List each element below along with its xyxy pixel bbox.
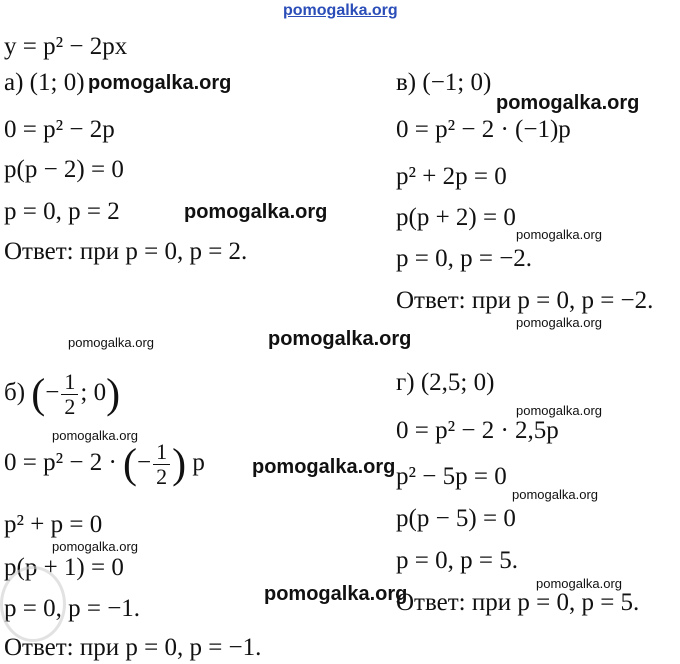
part-b-line-2: p² + p = 0: [4, 511, 103, 538]
watermark: pomogalka.org: [184, 201, 328, 223]
watermark: pomogalka.org: [512, 487, 598, 502]
fraction-numerator: 1: [153, 440, 170, 465]
right-paren: ): [106, 371, 121, 418]
part-g-line-3: p(p − 5) = 0: [396, 505, 516, 532]
part-v-line-4: p = 0, p = −2.: [396, 245, 533, 272]
watermark: pomogalka.org: [252, 456, 396, 478]
watermark: pomogalka.org: [52, 539, 138, 554]
watermark: pomogalka.org: [68, 335, 154, 350]
part-b-line-1-suffix: p: [192, 449, 205, 477]
watermark: pomogalka.org: [264, 583, 408, 605]
part-g-line-1: 0 = p² − 2 · 2,5p: [396, 417, 559, 444]
part-a-line-3: p = 0, p = 2: [4, 198, 120, 225]
part-a-line-2: p(p − 2) = 0: [4, 156, 124, 183]
watermark: pomogalka.org: [516, 403, 602, 418]
part-b-line-3: p(p + 1) = 0: [4, 554, 124, 581]
watermark: pomogalka.org: [496, 92, 640, 114]
fraction-numerator: 1: [61, 370, 78, 395]
fraction-denominator: 2: [64, 394, 76, 419]
minus-sign: −: [137, 449, 152, 477]
minus-sign: −: [45, 379, 60, 407]
watermark: pomogalka.org: [52, 428, 138, 443]
part-g-line-4: p = 0, p = 5.: [396, 547, 518, 574]
watermark: pomogalka.org: [516, 227, 602, 242]
watermark: pomogalka.org: [536, 576, 622, 591]
copyright-icon: [0, 566, 66, 642]
part-a-label: а) (1; 0): [4, 69, 85, 96]
part-v-line-2: p² + 2p = 0: [396, 163, 507, 190]
left-paren: (: [31, 371, 46, 418]
part-b-line-1: [4, 440, 205, 489]
part-v-line-1: 0 = p² − 2 · (−1)p: [396, 116, 571, 143]
watermark-top[interactable]: pomogalka.org: [283, 2, 398, 19]
left-paren: (: [123, 441, 138, 488]
coordinate-tail: ; 0: [80, 379, 107, 407]
part-g-label: г) (2,5; 0): [396, 369, 495, 396]
part-g-line-2: p² − 5p = 0: [396, 463, 507, 490]
part-a-line-1: 0 = p² − 2p: [4, 116, 115, 143]
part-v-answer: Ответ: при p = 0, p = −2.: [396, 287, 654, 314]
part-b-answer: Ответ: при p = 0, p = −1.: [4, 634, 262, 661]
part-a-answer: Ответ: при p = 0, p = 2.: [4, 238, 248, 265]
part-g-answer: Ответ: при p = 0, p = 5.: [396, 589, 640, 616]
fraction-one-half: [61, 370, 78, 419]
part-b-line-1-prefix: 0 = p² − 2 ·: [4, 449, 117, 477]
part-b-letter: б): [4, 379, 26, 407]
main-equation: y = p² − 2px: [4, 33, 128, 60]
fraction-one-half: [153, 440, 170, 489]
watermark: pomogalka.org: [268, 328, 412, 350]
part-b-label: [4, 370, 120, 419]
part-b-line-4: p = 0, p = −1.: [4, 595, 141, 622]
watermark: pomogalka.org: [88, 72, 232, 94]
right-paren: ): [172, 441, 187, 488]
watermark: pomogalka.org: [516, 315, 602, 330]
part-v-label: в) (−1; 0): [396, 69, 492, 96]
part-v-line-3: p(p + 2) = 0: [396, 204, 516, 231]
fraction-denominator: 2: [156, 464, 168, 489]
